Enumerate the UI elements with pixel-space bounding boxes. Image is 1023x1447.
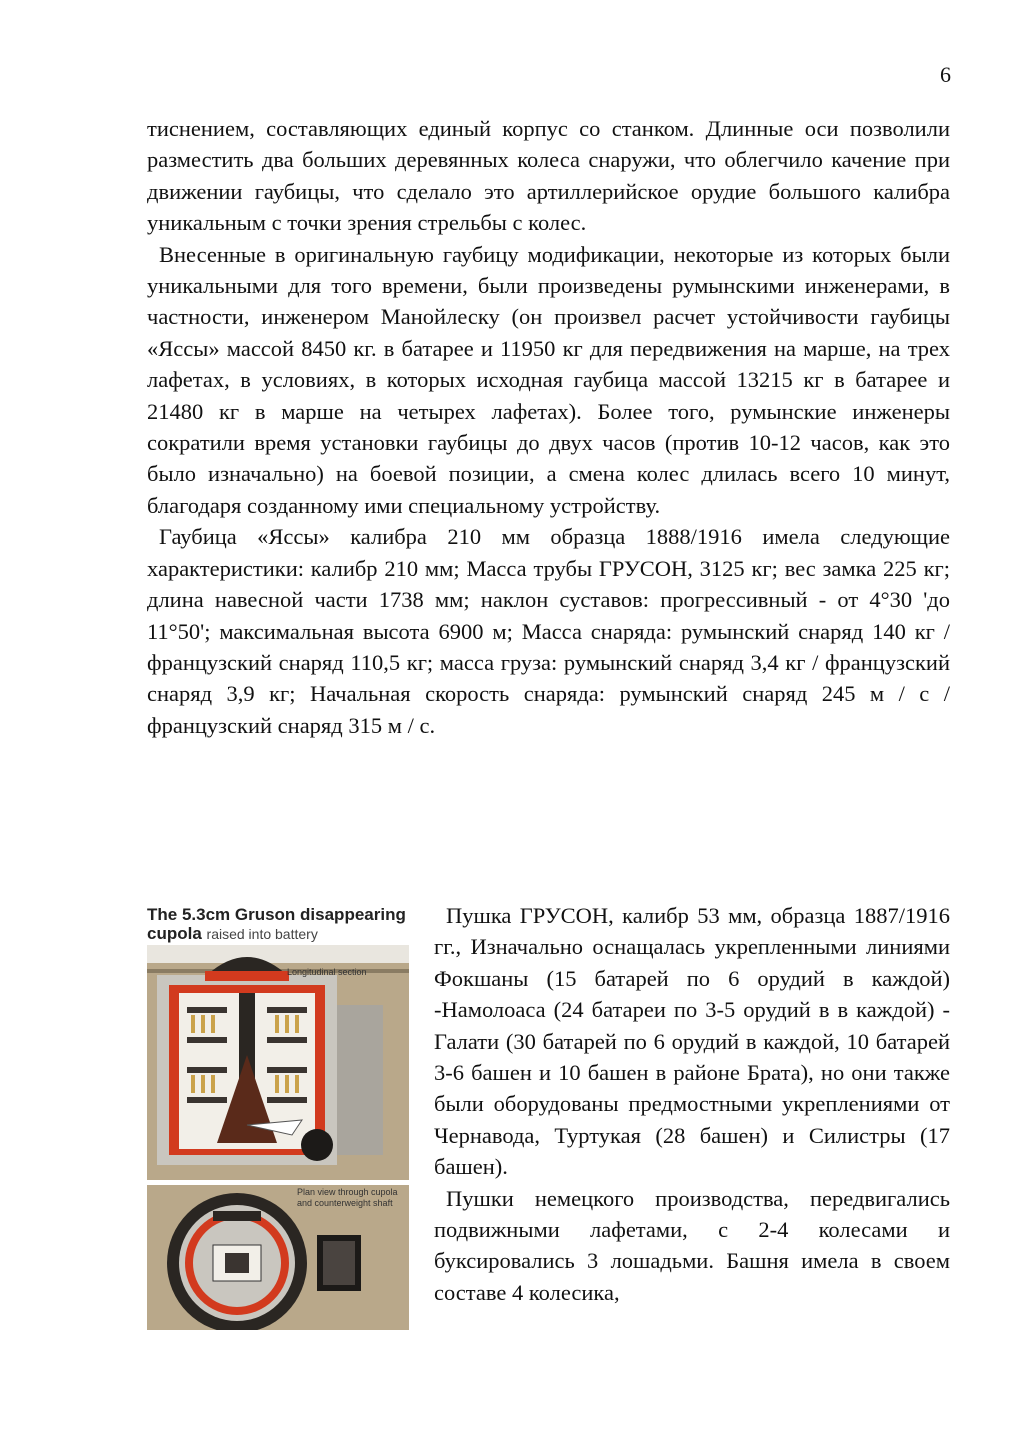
paragraph: тиснением, составляющих единый корпус со станком. Длинные оси позволили разместить два больших деревянных колеса снаружи, что облегчило качение при движении гаубицы, что сделало это артиллерийское орудие большого калибра уникальным с точки зрения стрельбы с колес. — [147, 116, 950, 236]
paragraph: Гаубица «Яссы» калибра 210 мм образца 1888/1916 имела следующие характеристики: калибр 210 мм; Масса трубы ГРУСОН, 3125 кг; вес замка 225 кг; длина навесной части 1738 мм; наклон суставов: прогрессивный - от 4°30 'до 11°50'; максимальная высота 6900 м; Масса снаряда: румынский снаряд 140 кг / французский снаряд 110,5 кг; масса груза: румынский снаряд 3,4 кг / французский снаряд 3,9 кг; Начальная скорость снаряда: румынский снаряд 245 м / с / французский снаряд 315 м / с. — [147, 524, 950, 738]
label-plan-1: Plan view through cupola — [297, 1187, 398, 1197]
figure-title-line1: The 5.3cm Gruson disappearing — [147, 905, 406, 924]
main-text-block — [147, 113, 950, 741]
cupola-illustration — [147, 945, 409, 1330]
label-longitudinal: Longitudinal section — [287, 967, 367, 977]
figure-title — [147, 905, 409, 944]
paragraph: Внесенные в оригинальную гаубицу модификации, некоторые из которых были уникальными для того времени, были произведены румынскими инженерами, в частности, инженером Манойлеску (он произвел расчет устойчивости гаубицы «Яссы» массой 8450 кг. в батарее и 11950 кг для передвижения на марше, на трех лафетах, в условиях, в которых исходная гаубица массой 13215 кг в батарее и 21480 кг в марше на четырех лафетах). Более того, румынские инженеры сократили время установки гаубицы до двух часов (против 10-12 часов, как это было изначально) на боевой позиции, а смена колес длилась всего 10 минут, благодаря созданному ими специальному устройству. — [147, 241, 950, 518]
paragraph: Пушка ГРУСОН, калибр 53 мм, образца 1887/1916 гг., Изначально оснащалась укрепленными линиями Фокшаны (15 батарей по 6 орудий в каждой) -Намолоаса (24 батареи по 3-5 орудий в в каждой) - Галати (30 батарей по 6 орудий в каждой, 10 батарей 3-6 башен и 10 башен в районе Брата), но они также были оборудованы предмостными укреплениями от Чернавода, Туртукая (28 башен) и Силистры (17 башен). — [434, 903, 950, 1180]
counterweight — [301, 1129, 333, 1161]
figure-title-bold: cupola — [147, 924, 202, 943]
page-number: 6 — [940, 62, 951, 87]
label-plan-2: and counterweight shaft — [297, 1198, 393, 1208]
paragraph: Пушки немецкого производства, передвигались подвижными лафетами, с 2-4 колесами и буксировались 3 лошадьми. Башня имела в своем составе 4 колесика, — [434, 1185, 950, 1305]
side-text-block — [434, 900, 950, 1308]
figure-title-sub: raised into battery — [206, 926, 318, 942]
gruson-cupola-figure — [147, 905, 409, 1330]
